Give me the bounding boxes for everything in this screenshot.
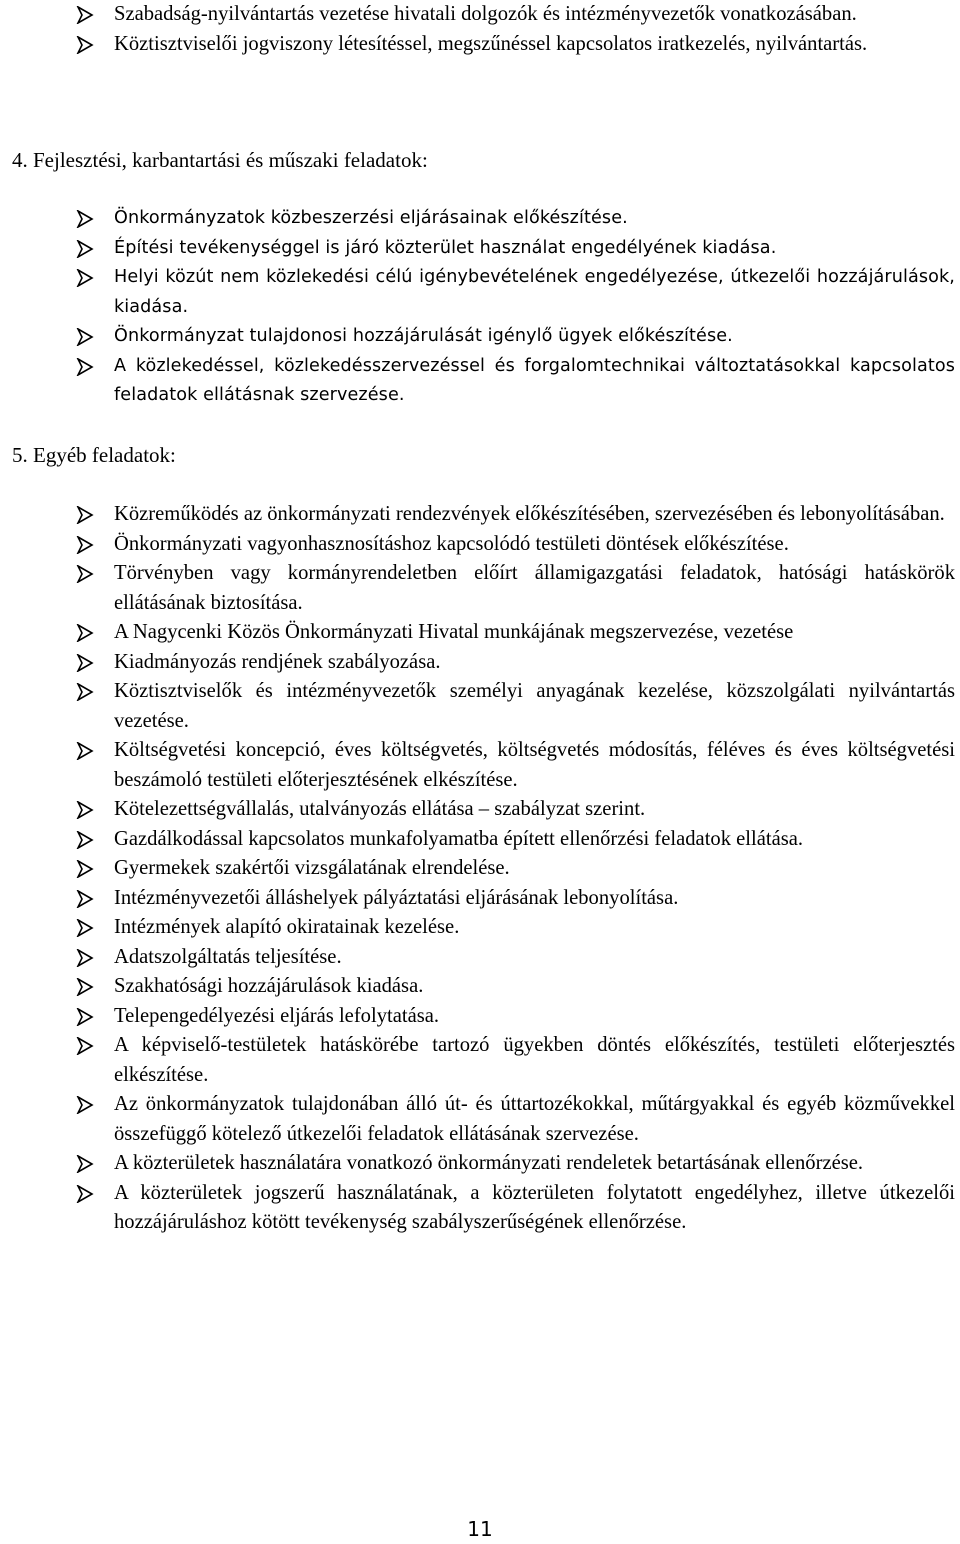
arrowhead-bullet-icon	[76, 1008, 94, 1026]
list-item	[0, 943, 955, 973]
list-item-text: Építési tevékenységgel is járó közterület használat engedélyének kiadása.	[114, 237, 777, 258]
list-item	[0, 234, 955, 264]
list-item	[0, 0, 955, 30]
list-item-text: Adatszolgáltatás teljesítése.	[114, 945, 342, 968]
list-item	[0, 1149, 955, 1179]
list-item	[0, 204, 955, 234]
arrowhead-bullet-icon	[76, 1185, 94, 1203]
arrowhead-bullet-icon	[76, 978, 94, 996]
arrowhead-bullet-icon	[76, 536, 94, 554]
list-item-text: Köztisztviselők és intézményvezetők személyi anyagának kezelése, közszolgálati nyilvántartás vezetése.	[114, 680, 955, 732]
list-item-text: Intézmények alapító okiratainak kezelése.	[114, 916, 460, 938]
arrowhead-bullet-icon	[76, 654, 94, 672]
arrowhead-bullet-icon	[76, 328, 94, 346]
list-item-text: Az önkormányzatok tulajdonában álló út- és úttartozékokkal, műtárgyakkal és egyéb közművekkel összefüggő kötelező útkezelői feladatok ellátásának szervezése.	[114, 1093, 955, 1145]
list-item-text: A közlekedéssel, közlekedésszervezéssel és forgalomtechnikai változtatásokkal kapcsolatos feladatok ellátásnak szervezése.	[114, 355, 955, 405]
list-item-text: Törvényben vagy kormányrendeletben előírt államigazgatási feladatok, hatósági hatáskörök ellátásának biztosítása.	[114, 562, 955, 614]
list-item	[0, 530, 955, 560]
arrowhead-bullet-icon	[76, 6, 94, 24]
list-item-text: Telepengedélyezési eljárás lefolytatása.	[114, 1004, 440, 1027]
arrowhead-bullet-icon	[76, 624, 94, 642]
list-item	[0, 263, 955, 322]
arrowhead-bullet-icon	[76, 742, 94, 760]
list-item	[0, 559, 955, 618]
list-item	[0, 913, 955, 943]
arrowhead-bullet-icon	[76, 240, 94, 258]
list-item-text: A közterületek jogszerű használatának, a közterületen folytatott engedélyhez, illetve útkezelői hozzájáruláshoz kötött tevékenység szabályszerűségének ellenőrzése.	[114, 1181, 955, 1233]
list-item	[0, 352, 955, 411]
list-item	[0, 884, 955, 914]
arrowhead-bullet-icon	[76, 506, 94, 524]
list-item-text: Intézményvezetői álláshelyek pályáztatási eljárásának lebonyolítása.	[114, 886, 679, 909]
list-item-text: Gyermekek szakértői vizsgálatának elrendelése.	[114, 857, 510, 879]
list-item	[0, 1090, 955, 1149]
list-item-text: Gazdálkodással kapcsolatos munkafolyamatba épített ellenőrzési feladatok ellátása.	[114, 827, 804, 850]
section-5-heading: 5. Egyéb feladatok:	[12, 443, 176, 467]
page-number: 11	[467, 1517, 493, 1541]
list-item	[0, 1179, 955, 1238]
list-item	[0, 677, 955, 736]
list-item-text: A képviselő-testületek hatáskörébe tartozó ügyekben döntés előkészítés, testületi előterjesztés elkészítése.	[114, 1034, 955, 1086]
arrowhead-bullet-icon	[76, 890, 94, 908]
list-item	[0, 648, 955, 678]
arrowhead-bullet-icon	[76, 683, 94, 701]
section-4-heading: 4. Fejlesztési, karbantartási és műszaki feladatok:	[12, 148, 428, 172]
top-bullet-list	[0, 0, 955, 59]
arrowhead-bullet-icon	[76, 269, 94, 287]
list-item	[0, 1002, 955, 1032]
section-5-list	[0, 500, 955, 1238]
list-item-text: Helyi közút nem közlekedési célú igénybevételének engedélyezése, útkezelői hozzájárulások, kiadása.	[114, 267, 955, 317]
list-item-text: Önkormányzati vagyonhasznosításhoz kapcsolódó testületi döntések előkészítése.	[114, 532, 789, 555]
list-item-text: Önkormányzat tulajdonosi hozzájárulását igénylő ügyek előkészítése.	[114, 326, 733, 346]
arrowhead-bullet-icon	[76, 1037, 94, 1055]
list-item	[0, 972, 955, 1002]
list-item	[0, 618, 955, 648]
arrowhead-bullet-icon	[76, 831, 94, 849]
arrowhead-bullet-icon	[76, 801, 94, 819]
list-item-text: Kiadmányozás rendjének szabályozása.	[114, 650, 441, 673]
arrowhead-bullet-icon	[76, 1096, 94, 1114]
list-item	[0, 500, 955, 530]
list-item-text: Önkormányzatok közbeszerzési eljárásainak előkészítése.	[114, 208, 628, 228]
list-item-text: Szabadság-nyilvántartás vezetése hivatali dolgozók és intézményvezetők vonatkozásában.	[114, 3, 857, 25]
arrowhead-bullet-icon	[76, 1155, 94, 1173]
list-item	[0, 1031, 955, 1090]
list-item	[0, 322, 955, 352]
arrowhead-bullet-icon	[76, 358, 94, 376]
arrowhead-bullet-icon	[76, 860, 94, 878]
list-item-text: Közreműködés az önkormányzati rendezvények előkészítésében, szervezésében és lebonyolításában.	[114, 503, 945, 525]
list-item-text: A közterületek használatára vonatkozó önkormányzati rendeletek betartásának ellenőrzése.	[114, 1152, 864, 1174]
list-item	[0, 736, 955, 795]
arrowhead-bullet-icon	[76, 919, 94, 937]
list-item-text: Szakhatósági hozzájárulások kiadása.	[114, 975, 424, 997]
list-item-text: A Nagycenki Közös Önkormányzati Hivatal munkájának megszervezése, vezetése	[114, 621, 794, 643]
list-item	[0, 825, 955, 855]
arrowhead-bullet-icon	[76, 36, 94, 54]
list-item	[0, 795, 955, 825]
arrowhead-bullet-icon	[76, 949, 94, 967]
list-item-text: Kötelezettségvállalás, utalványozás ellátása – szabályzat szerint.	[114, 798, 646, 820]
list-item-text: Köztisztviselői jogviszony létesítéssel, megszűnéssel kapcsolatos iratkezelés, nyilvántartás.	[114, 32, 868, 55]
arrowhead-bullet-icon	[76, 210, 94, 228]
section-4-list	[0, 204, 955, 411]
list-item-text: Költségvetési koncepció, éves költségvetés, költségvetés módosítás, féléves és éves költségvetési beszámoló testületi előterjesztésének elkészítése.	[114, 739, 955, 791]
arrowhead-bullet-icon	[76, 565, 94, 583]
list-item	[0, 30, 955, 60]
list-item	[0, 854, 955, 884]
